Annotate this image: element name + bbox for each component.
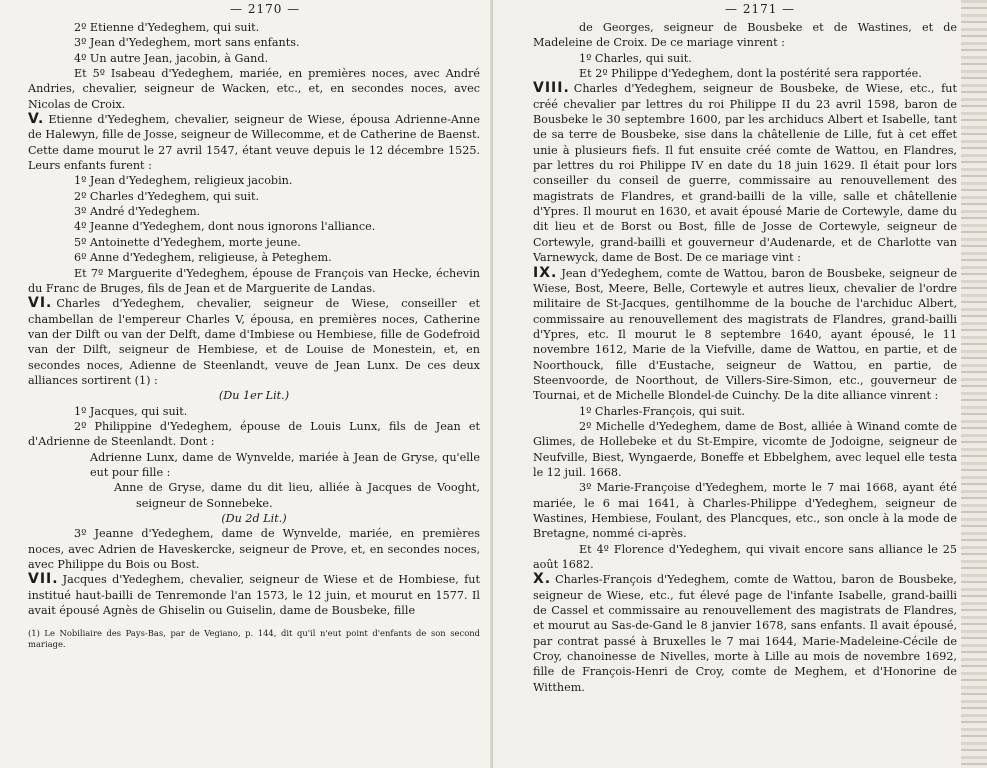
generation-numeral: VI.: [28, 295, 53, 312]
generation-text: Jacques d'Yedeghem, chevalier, seigneur de Wiese et de Hombiese, fut institué haut-bailli de Tenremonde l'an 1573, le 12 juin, et mourut en 1577. Il avait épousé Agnès de Ghiselin ou Guiselin, dame de Bousbeke, fille: [28, 573, 480, 618]
footnote: (1) Le Nobiliaire des Pays-Bas, par de Vegiano, p. 144, dit qu'il n'eut point d'enfants de son second mariage.: [28, 628, 480, 650]
text-paragraph: 6º Anne d'Yedeghem, religieuse, à Peteghem.: [74, 251, 332, 265]
text-paragraph: 2º Philippine d'Yedeghem, épouse de Louis Lunx, fils de Jean et d'Adrienne de Steenlandt. Dont :: [28, 419, 480, 449]
generation-numeral: IX.: [533, 264, 558, 281]
right-page: [493, 0, 987, 768]
text-paragraph: Et 4º Florence d'Yedeghem, qui vivait encore sans alliance le 25 août 1682.: [533, 542, 957, 572]
generation-text: Charles d'Yedeghem, seigneur de Bousbeke, de Wiese, etc., fut créé chevalier par lettres du roi Philippe II du 23 avril 1598, baron de Bousbeke le 30 septembre 1600, par les archiducs Albert et Isabelle, tant de sa terre de Bousbeke, sise dans la châtellenie de Lille, fut à cet effet unie à plusieurs fiefs. Il fut ensuite créé comte de Wattou, en Flandres, par lettres du roi Philippe IV en date du 18 juin 1629. Il était pour lors conseiller du conseil de guerre, commissaire au renouvellement des magistrats de Flandres, et grand-bailli de la ville, salle et châtellenie d'Ypres. Il mourut en 1630, et avait épousé Marie de Cortewyle, dame du dit lieu et de Borst ou Bost, fille de Josse de Cortewyle, seigneur de Cortewyle, grand-bailli et gouverneur d'Audenarde, et de Charlotte van Varnewyck, dame de Bost. De ce mariage vint :: [533, 82, 957, 265]
text-paragraph: 4º Un autre Jean, jacobin, à Gand.: [74, 51, 269, 65]
text-paragraph: 3º Jeanne d'Yedeghem, dame de Wynvelde, mariée, en premières noces, avec Adrien de Haveskercke, seigneur de Prove, et, en secondes noces, avec Philippe du Bois ou Bost.: [28, 527, 480, 572]
generation-paragraph: [533, 266, 957, 404]
text-paragraph: 1º Charles-François, qui suit.: [579, 404, 745, 418]
generation-numeral: V.: [28, 111, 45, 128]
text-paragraph: 2º Charles d'Yedeghem, qui suit.: [74, 189, 260, 203]
marriage-heading: (Du 2d Lit.): [221, 512, 287, 525]
page-number: — 2170 —: [230, 2, 301, 16]
generation-text: Etienne d'Yedeghem, chevalier, seigneur de Wiese, épousa Adrienne-Anne de Halewyn, fille de Josse, seigneur de Willecomme, et de Catherine de Baenst. Cette dame mourut le 27 avril 1547, étant veuve depuis le 12 décembre 1525. Leurs enfants furent :: [28, 113, 480, 173]
right-text-column: [533, 20, 957, 695]
text-paragraph: Anne de Gryse, dame du dit lieu, alliée à Jacques de Vooght, seigneur de Sonnebeke.: [114, 481, 480, 510]
generation-paragraph: [28, 112, 480, 173]
generation-paragraph: [533, 572, 957, 695]
text-paragraph: 2º Etienne d'Yedeghem, qui suit.: [74, 21, 260, 34]
text-paragraph: 1º Jacques, qui suit.: [74, 404, 188, 418]
generation-text: Charles-François d'Yedeghem, comte de Wattou, baron de Bousbeke, seigneur de Wiese, etc., fut élevé page de l'infante Isabelle, grand-bailli de Cassel et commissaire au renouvellement des magistrats de Flandres, et mourut au Sas-de-Gand le 8 janvier 1678, sans enfants. Il avait épousé, par contrat passé à Bruxelles le 7 mai 1644, Marie-Madeleine-Cécile de Croy, chanoinesse de Nivelles, morte à Lille au mois de novembre 1692, fille de François-Henri de Croy, comte de Meghem, et d'Honorine de Witthem.: [533, 573, 957, 694]
text-paragraph: 3º André d'Yedeghem.: [74, 205, 201, 219]
generation-text: Jean d'Yedeghem, comte de Wattou, baron de Bousbeke, seigneur de Wiese, Bost, Meere, Belle, Cortewyle et autres lieux, chevalier de l'ordre militaire de St-Jacques, gentilhomme de la bouche de l'archiduc Albert, commissaire au renouvellement des magistrats de Flandres, grand-bailli d'Ypres, etc. Il mourut le 8 septembre 1640, ayant épousé, le 11 novembre 1612, Marie de la Viefville, dame de Wattou, en partie, et de Noorthouck, fille d'Eustache, seigneur de Wattou, en partie, de Steenvoorde, de Noorthout, de Villers-Sire-Simon, etc., gouverneur de Tournai, et de Michelle Blondel-de Cuinchy. De la dite alliance vinrent :: [533, 266, 957, 403]
scan-edge-shadow: [961, 0, 987, 768]
text-paragraph: Et 2º Philippe d'Yedeghem, dont la postérité sera rapportée.: [579, 67, 922, 81]
text-paragraph: Adrienne Lunx, dame de Wynvelde, mariée à Jean de Gryse, qu'elle eut pour fille :: [90, 450, 480, 479]
generation-paragraph: [28, 296, 480, 388]
text-paragraph: 1º Jean d'Yedeghem, religieux jacobin.: [74, 174, 293, 188]
text-paragraph: Et 7º Marguerite d'Yedeghem, épouse de François van Hecke, échevin du Franc de Bruges, fils de Jean et de Marguerite de Landas.: [28, 266, 480, 295]
marriage-heading: (Du 1er Lit.): [218, 389, 290, 403]
text-paragraph: 4º Jeanne d'Yedeghem, dont nous ignorons l'alliance.: [74, 220, 376, 234]
page-number: — 2171 —: [725, 2, 796, 16]
generation-numeral: X.: [533, 571, 552, 588]
generation-numeral: VII.: [28, 571, 59, 588]
text-paragraph: 1º Charles, qui suit.: [579, 51, 692, 65]
text-paragraph: 3º Marie-Françoise d'Yedeghem, morte le 7 mai 1668, ayant été mariée, le 6 mai 1641, à Charles-Philippe d'Yedeghem, seigneur de Wastines, Hembiese, Foulant, des Plancques, etc., son oncle à la mode de Bretagne, nommé ci-après.: [533, 481, 957, 541]
generation-paragraph: [28, 572, 480, 618]
left-text-column: [28, 20, 480, 650]
text-paragraph: 3º Jean d'Yedeghem, mort sans enfants.: [74, 36, 300, 50]
left-page: [0, 0, 493, 768]
generation-paragraph: [533, 81, 957, 265]
text-paragraph: de Georges, seigneur de Bousbeke et de Wastines, et de Madeleine de Croix. De ce mariage vinrent :: [533, 21, 957, 50]
text-paragraph: 5º Antoinette d'Yedeghem, morte jeune.: [74, 235, 301, 249]
generation-text: Charles d'Yedeghem, chevalier, seigneur de Wiese, conseiller et chambellan de l'empereur Charles V, épousa, en premières noces, Catherine van der Dilft ou van der Delft, dame d'Imbiese ou Hembiese, fille de Godefroid van der Dilft, seigneur de Hembiese, et de Louise de Monestein, et, en secondes noces, Adienne de Steenlandt, veuve de Jean Lunx. De ces deux alliances sortirent (1) :: [28, 297, 480, 387]
text-paragraph: 2º Michelle d'Yedeghem, dame de Bost, alliée à Winand comte de Glimes, de Hollebeke et du St-Empire, vicomte de Jodoigne, seigneur de Neufville, Biest, Wyngaerde, Boneffe et Ebbelghem, avec lequel elle testa le 12 juil. 1668.: [533, 419, 957, 479]
text-paragraph: Et 5º Isabeau d'Yedeghem, mariée, en premières noces, avec André Andries, chevalier, seigneur de Wacken, etc., et, en secondes noces, avec Nicolas de Croix.: [28, 67, 480, 111]
generation-numeral: VIII.: [533, 80, 570, 97]
